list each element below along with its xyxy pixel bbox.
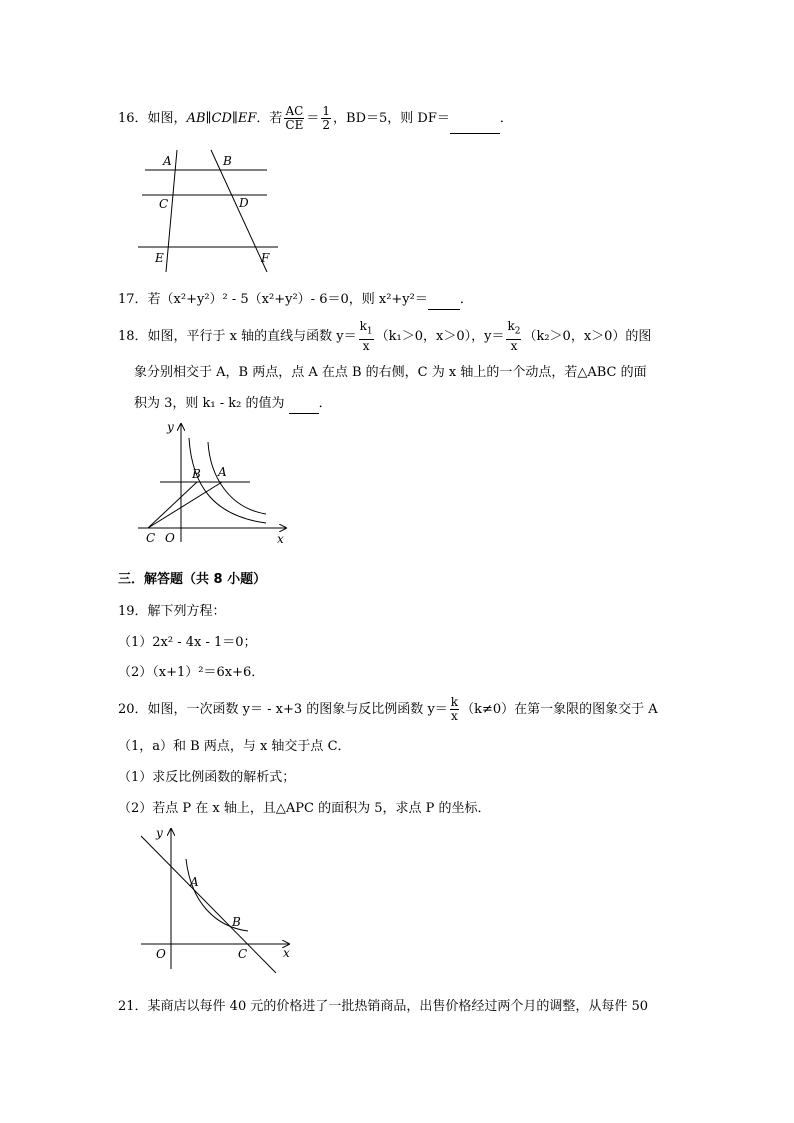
q16-if: ．若 [256, 111, 283, 126]
q16-answer-blank[interactable] [450, 119, 500, 134]
q19-part2: （2）（x+1）²＝6x+6． [118, 665, 265, 680]
q17-number: 17． [118, 292, 148, 307]
q18-line3 [134, 394, 332, 414]
q16-fraction-ac-ce: $\frac{AC}{CE}$ [285, 104, 304, 132]
label-d: D [239, 196, 249, 210]
q16-number: 16． [118, 111, 148, 126]
q21-text [118, 997, 648, 1017]
q18-line3-text: 积为 3，则 k₁ - k₂ 的值为 [134, 396, 285, 411]
q20-fraction-k-x: $\frac{k}{x}$ [450, 695, 459, 723]
q21-number: 21． [118, 999, 148, 1014]
q20-line1 [118, 693, 658, 727]
q18-line2: 象分别相交于 A，B 两点，点 A 在点 B 的右侧，C 为 x 轴上的一个动点，若△ABC 的面 [134, 365, 647, 380]
transversal-ae [166, 150, 177, 272]
q20-line2: （1，a）和 B 两点，与 x 轴交于点 C． [118, 739, 351, 754]
label-a: A [190, 875, 199, 889]
label-x: x [283, 946, 290, 960]
q18-fraction-k1: $\frac{k_1}{x}$ [359, 319, 373, 353]
label-a: A [163, 154, 172, 168]
label-x: x [277, 532, 284, 546]
q20-figure [136, 823, 296, 973]
label-f: F [261, 251, 270, 265]
q18-end: ． [318, 396, 332, 411]
q20-part2: （2）若点 P 在 x 轴上，且△APC 的面积为 5，求点 P 的坐标． [118, 801, 491, 816]
q17-end: ． [459, 292, 473, 307]
q17-text [118, 290, 473, 310]
label-c: C [159, 197, 169, 211]
label-b: B [232, 915, 241, 929]
section-title: 三．解答题（共 8 小题） [118, 572, 267, 587]
segment-ca [148, 482, 222, 528]
q18-figure [134, 416, 294, 548]
q18-line1-b: （k₁＞0，x＞0），y＝ [375, 329, 505, 344]
q19-number: 19． [118, 604, 148, 619]
q16-figure [130, 145, 290, 275]
q16-pre: 如图， [147, 111, 187, 126]
q18-line1-a: 如图，平行于 x 轴的直线与函数 y＝ [147, 329, 357, 344]
q18-line1-c: （k₂＞0，x＞0）的图 [523, 329, 652, 344]
q17-body: 若（x²+y²）² - 5（x²+y²）- 6＝0，则 x²+y²＝ [147, 292, 428, 307]
q19-body: 解下列方程： [147, 604, 226, 619]
q17-answer-blank[interactable] [428, 295, 460, 310]
q18-answer-blank[interactable] [289, 399, 319, 414]
q20-number: 20． [118, 702, 148, 717]
q19-part1: （1）2x² - 4x - 1＝0； [118, 635, 257, 650]
q19-text [118, 602, 226, 622]
label-y: y [167, 420, 174, 434]
q16-fraction-half: $\frac{1}{2}$ [322, 104, 331, 132]
segment-cb [148, 482, 197, 528]
q18-fraction-k2: $\frac{k_2}{x}$ [507, 319, 521, 353]
label-o: O [156, 947, 166, 961]
q18-line1 [118, 320, 651, 354]
label-c: C [146, 531, 156, 545]
transversal-bf [211, 150, 267, 272]
label-b: B [223, 154, 232, 168]
label-e: E [155, 251, 164, 265]
q16-end: ． [499, 111, 513, 126]
q18-number: 18． [118, 329, 148, 344]
q16-given: ，BD＝5，则 DF＝ [333, 111, 450, 126]
q20-part1: （1）求反比例函数的解析式； [118, 770, 296, 785]
label-a: A [218, 465, 227, 479]
label-o: O [165, 531, 175, 545]
q20-line1-b: （k≠0）在第一象限的图象交于 A [461, 702, 658, 717]
label-b: B [192, 467, 201, 481]
q16-parallel: AB∥CD∥EF [186, 111, 257, 126]
q16-equals: ＝ [306, 111, 320, 126]
q16-text [118, 104, 513, 134]
label-c: C [238, 947, 248, 961]
q21-body: 某商店以每件 40 元的价格进了一批热销商品，出售价格经过两个月的调整，从每件 50 [147, 999, 649, 1014]
label-y: y [156, 826, 163, 840]
q20-line1-a: 如图，一次函数 y＝ - x+3 的图象与反比例函数 y＝ [147, 702, 448, 717]
